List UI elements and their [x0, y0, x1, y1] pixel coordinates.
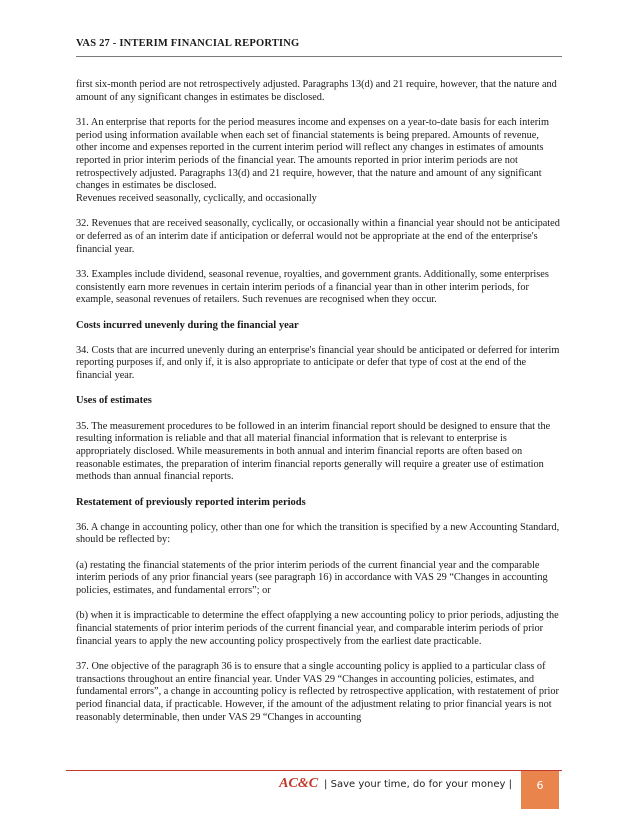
- paragraph-continued: first six-month period are not retrospectively adjusted. Paragraphs 13(d) and 21 require, however, that the nature and amount of any significant changes in estimates be disclosed.: [76, 79, 557, 103]
- heading-costs-uneven: Costs incurred unevenly during the financial year: [76, 319, 299, 331]
- paragraph-31-subtitle: Revenues received seasonally, cyclically, and occasionally: [76, 193, 317, 205]
- document-body: [76, 79, 562, 737]
- paragraph-36: 36. A change in accounting policy, other than one for which the transition is specified by a new Accounting Standard, should be reflected by:: [76, 521, 560, 546]
- running-header: VAS 27 - INTERIM FINANCIAL REPORTING: [76, 38, 300, 49]
- heading-restatement: Restatement of previously reported interim periods: [76, 496, 306, 508]
- heading-uses-of-estimates: Uses of estimates: [76, 395, 152, 407]
- paragraph-32: 32. Revenues that are received seasonally, cyclically, or occasionally within a financial year should not be anticipated or deferred as of an interim date if anticipation or deferral would not be appropriate at the end of the enterprise's financial year.: [76, 218, 560, 255]
- paragraph-36-a: (a) restating the financial statements of the prior interim periods of the current financial year and the comparable interim periods of any prior financial years (see paragraph 16) in accordance with VAS 29 “Changes in accounting policies, estimates, and fundamental errors”; or: [76, 559, 548, 597]
- paragraph-37: 37. One objective of the paragraph 36 is to ensure that a single accounting policy is applied to a particular class of transactions throughout an entire financial year. Under VAS 29 “Changes in accounting policies, estimates, and fundamental errors”, a change in accounting policy is reflected by retrospective application, with restatement of prior period financial data, if practicable. However, if the amount of the adjustment relating to prior financial years is not reasonably determinable, then under VAS 29 “Changes in accounting: [76, 660, 559, 723]
- acc-logo: AC&C: [279, 776, 319, 791]
- paragraph-31: 31. An enterprise that reports for the period measures income and expenses on a year-to-date basis for each interim period using information available when each set of financial statements is being prepared. Amounts of revenue, other income and expenses reported in the current interim period will reflect any changes in estimates of amounts reported in prior interim periods of the financial year. The amounts reported in prior interim periods are not retrospectively adjusted. Paragraphs 13(d) and 21 require, however, that the nature and amount of any significant changes in estimates be disclosed.: [76, 116, 549, 192]
- header-divider: [76, 56, 562, 57]
- footer: [279, 776, 512, 792]
- paragraph-34: 34. Costs that are incurred unevenly during an enterprise's financial year should be anticipated or deferred for interim reporting purposes if, and only if, it is also appropriate to anticipate or defer that type of cost at the end of the financial year.: [76, 344, 560, 382]
- paragraph-33: 33. Examples include dividend, seasonal revenue, royalties, and government grants. Additionally, some enterprises consistently earn more revenues in certain interim periods of a financial year than in other interim periods, for example, seasonal revenues of retailers. Such revenues are recognised when they occur.: [76, 268, 549, 306]
- paragraph-35: 35. The measurement procedures to be followed in an interim financial report should be designed to ensure that the resulting information is reliable and that all material financial information that is relevant to enterprise is appropriately disclosed. While measurements in both annual and interim financial reports are often based on reasonable estimates, the preparation of interim financial reports generally will require a greater use of estimation methods than annual financial reports.: [76, 420, 551, 483]
- footer-tagline: | Save your time, do for your money |: [324, 778, 512, 790]
- footer-divider: [66, 770, 562, 771]
- paragraph-36-b: (b) when it is impracticable to determine the effect ofapplying a new accounting policy to prior periods, adjusting the financial statements of prior interim periods of the current financial year, and comparable interim periods of prior financial years to apply the new accounting policy prospectively from the earliest date practicable.: [76, 610, 559, 647]
- page-number: 6: [521, 771, 559, 809]
